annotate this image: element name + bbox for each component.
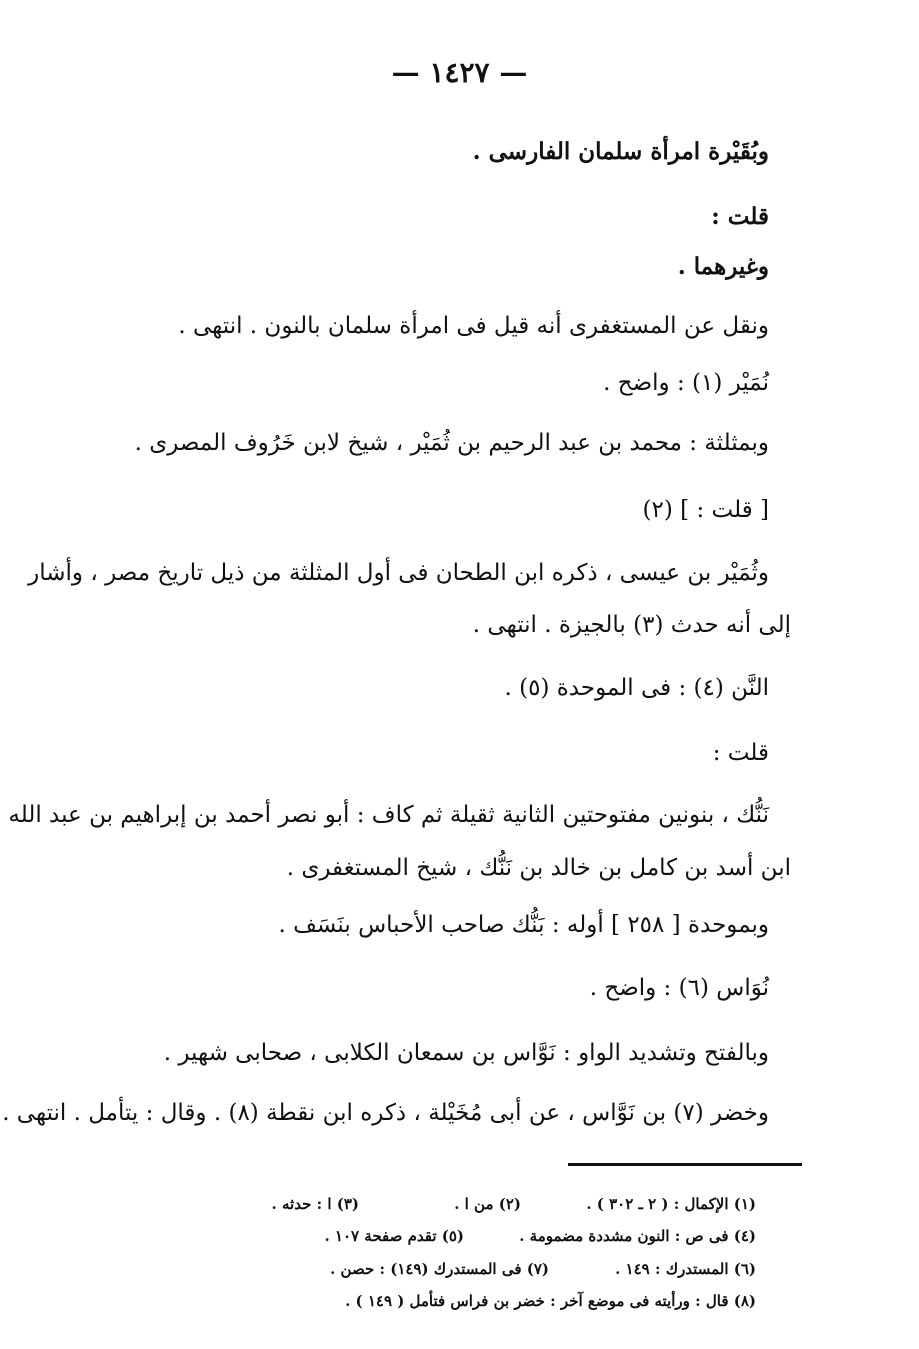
text-line-5: نُمَيْر (١) : واضح .: [603, 370, 769, 396]
text-line-10: النَّن (٤) : فى الموحدة (٥) .: [504, 675, 769, 701]
footnote-2: (٢) من ا .: [454, 1195, 521, 1213]
text-line-8: وثُمَيْر بن عيسى ، ذكره ابن الطحان فى أول المثلثة من ذيل تاريخ مصر ، وأشار: [28, 560, 769, 586]
page-number: — ١٤٢٧ —: [391, 56, 528, 89]
footnote-divider: [568, 1163, 802, 1166]
text-line-11: قلت :: [712, 740, 769, 766]
text-line-2: قلت :: [711, 203, 769, 230]
text-line-7: [ قلت : ] (٢): [642, 497, 769, 523]
footnote-8: (٨) قال : ورأيته فى موضع آخر : خضر بن فراس فتأمل ( ١٤٩ ) .: [345, 1292, 756, 1310]
text-line-1: وبُقَيْرة امرأة سلمان الفارسى .: [472, 138, 769, 165]
text-line-3: وغيرهما .: [677, 253, 769, 280]
text-line-6: وبمثلثة : محمد بن عبد الرحيم بن ثُمَيْر ، شيخ لابن خَرُوف المصرى .: [134, 430, 769, 456]
footnote-7: (٧) فى المستدرك (١٤٩) : حصن .: [330, 1260, 549, 1278]
footnote-3: (٣) ا : حدثه .: [271, 1195, 359, 1213]
text-line-9: إلى أنه حدث (٣) بالجيزة . انتهى .: [472, 612, 791, 638]
footnote-1: (١) الإكمال : ( ٢ ـ ٣٠٢ ) .: [586, 1195, 756, 1213]
text-line-14: وبموحدة [ ٢٥٨ ] أوله : بَنُّك صاحب الأحباس بنَسَف .: [278, 912, 769, 938]
footnote-5: (٥) تقدم صفحة ١٠٧ .: [324, 1227, 464, 1245]
text-line-12: نَنُّك ، بنونين مفتوحتين الثانية ثقيلة ثم كاف : أبو نصر أحمد بن إبراهيم بن عبد الله: [8, 802, 769, 828]
footnote-6: (٦) المستدرك : ١٤٩ .: [615, 1260, 756, 1278]
text-line-13: ابن أسد بن كامل بن خالد بن نَنُّك ، شيخ المستغفرى .: [286, 855, 791, 881]
text-line-4: ونقل عن المستغفرى أنه قيل فى امرأة سلمان بالنون . انتهى .: [178, 313, 769, 339]
text-line-16: وبالفتح وتشديد الواو : نَوَّاس بن سمعان الكلابى ، صحابى شهير .: [163, 1040, 769, 1066]
text-line-17: وخضر (٧) بن نَوَّاس ، عن أبى مُخَيْلة ، ذكره ابن نقطة (٨) . وقال : يتأمل . انتهى .: [2, 1100, 769, 1126]
footnote-4: (٤) فى ص : النون مشددة مضمومة .: [519, 1227, 756, 1245]
text-line-15: نُوَاس (٦) : واضح .: [589, 975, 769, 1001]
